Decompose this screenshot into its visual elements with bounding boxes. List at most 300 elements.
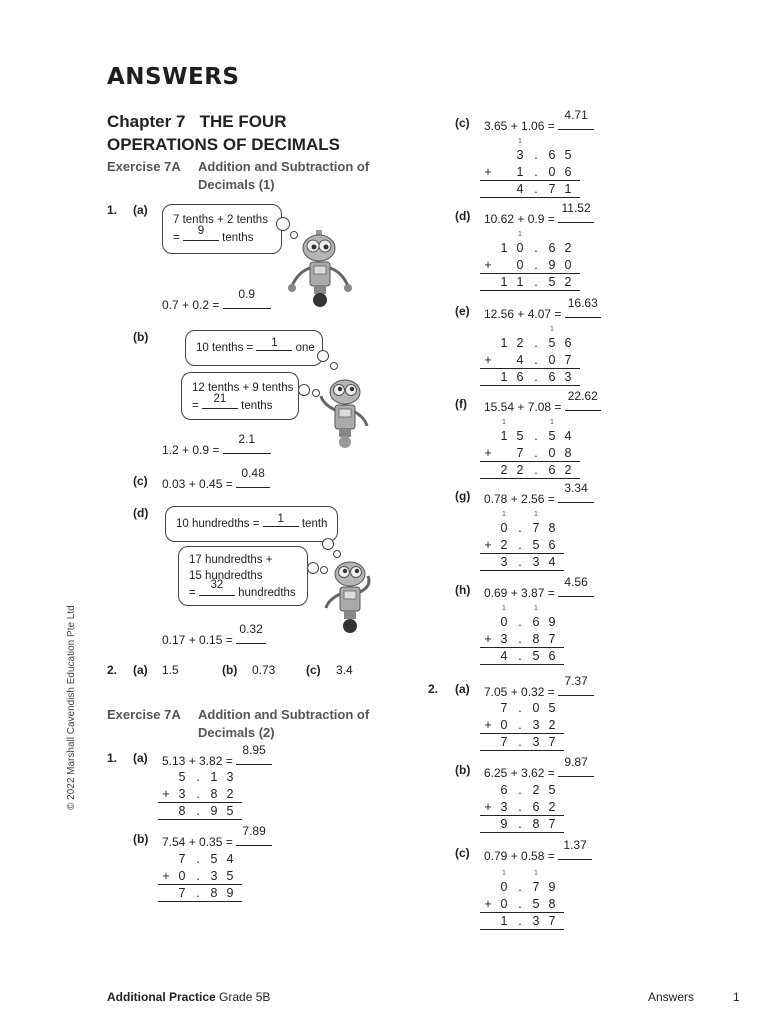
sum-digit: + <box>162 869 170 883</box>
bubble-text: = <box>189 587 196 599</box>
sum-digit: 2 <box>500 463 508 477</box>
chapter-title-line2: OPERATIONS OF DECIMALS <box>107 135 340 154</box>
bubble-dot <box>317 350 329 362</box>
sum-digit: 0 <box>500 615 508 629</box>
sum-digit: 2 <box>564 463 572 477</box>
question-expression: 1.2 + 0.9 = <box>162 443 220 457</box>
part-label: (a) <box>455 682 470 696</box>
sum-digit: . <box>534 241 538 255</box>
answer-blank <box>558 108 594 130</box>
sum-digit: 7 <box>548 817 556 831</box>
exercise-heading-2 <box>107 706 181 724</box>
sum-rule-line <box>480 290 580 291</box>
part-label: (c) <box>306 663 321 677</box>
sum-digit: . <box>534 275 538 289</box>
sum-digit: 2 <box>226 787 234 801</box>
sum-digit: + <box>484 353 492 367</box>
sum-digit: 7 <box>548 632 556 646</box>
answer-blank <box>223 432 271 454</box>
carry-digit: 1 <box>550 326 554 333</box>
sum-digit: 3 <box>210 869 218 883</box>
sum-rule-line <box>480 570 564 571</box>
sum-digit: 7 <box>532 521 540 535</box>
sum-digit: 8 <box>210 886 218 900</box>
answer-value: 3.4 <box>336 663 353 677</box>
sum-digit: + <box>484 258 492 272</box>
bubble-text: tenth <box>301 518 328 530</box>
sum-digit: 6 <box>548 370 556 384</box>
part-label: (c) <box>133 474 148 488</box>
thought-bubble <box>162 204 282 254</box>
carry-digit: 1 <box>518 138 522 145</box>
answer-value: 4.71 <box>564 108 588 122</box>
sum-digit: . <box>518 555 522 569</box>
question-number: 1. <box>107 203 118 217</box>
sum-digit: 0 <box>178 869 186 883</box>
sum-digit: + <box>484 632 492 646</box>
part-label: (b) <box>455 763 471 777</box>
bubble-answer <box>183 225 219 241</box>
question-number: 2. <box>428 682 439 696</box>
answer-blank <box>558 674 594 696</box>
sum-digit: 3 <box>500 632 508 646</box>
sum-digit: 9 <box>548 880 556 894</box>
answer-value: 4.56 <box>564 575 588 589</box>
sum-digit: 0 <box>516 241 524 255</box>
sum-digit: . <box>518 718 522 732</box>
sum-digit: . <box>534 165 538 179</box>
bubble-answer <box>202 393 238 409</box>
sum-digit: 7 <box>178 852 186 866</box>
sum-digit: 7 <box>532 880 540 894</box>
bubble-text: tenths <box>241 400 273 412</box>
exercise-title-line: Addition and Subtraction of <box>198 707 370 722</box>
sum-digit: . <box>534 353 538 367</box>
thought-bubble <box>185 330 323 366</box>
answer-blank <box>558 838 592 860</box>
bubble-text: 17 hundredths + <box>189 554 273 566</box>
answer-blank <box>565 296 601 318</box>
bubble-text: 15 hundredths <box>189 570 263 582</box>
bubble-text: 12 tenths + 9 tenths <box>192 382 294 394</box>
sum-rule-line <box>480 461 580 462</box>
part-label: (a) <box>133 663 148 677</box>
sum-digit: 3 <box>226 770 234 784</box>
exercise-title-line: Addition and Subtraction of <box>198 159 370 174</box>
sum-digit: . <box>534 336 538 350</box>
question-text <box>484 108 594 133</box>
exercise-title-line: Decimals (2) <box>198 725 275 740</box>
sum-digit: 2 <box>500 538 508 552</box>
sum-digit: + <box>484 897 492 911</box>
chapter-label: Chapter 7 <box>107 112 186 131</box>
sum-digit: 1 <box>500 914 508 928</box>
sum-digit: 6 <box>532 615 540 629</box>
question-text <box>484 296 601 321</box>
sum-digit: 3 <box>516 148 524 162</box>
sum-rule-line <box>158 884 242 885</box>
answer-value: 7.89 <box>242 824 266 838</box>
question-text <box>484 389 601 414</box>
sum-digit: 7 <box>564 353 572 367</box>
sum-digit: 0 <box>500 521 508 535</box>
sum-digit: 7 <box>500 735 508 749</box>
part-label: (b) <box>222 663 238 677</box>
answer-blank <box>558 575 594 597</box>
chapter-title-line1: THE FOUR <box>199 112 287 131</box>
bubble-text: 10 tenths = <box>196 342 254 354</box>
answer-value: 0.32 <box>239 622 263 636</box>
sum-digit: 9 <box>548 615 556 629</box>
sum-rule-line <box>480 912 564 913</box>
sum-digit: 5 <box>178 770 186 784</box>
part-label: (a) <box>133 751 148 765</box>
sum-digit: 1 <box>500 370 508 384</box>
sum-digit: . <box>534 258 538 272</box>
sum-digit: 5 <box>548 275 556 289</box>
sum-digit: 0 <box>516 258 524 272</box>
sum-digit: + <box>484 165 492 179</box>
bubble-answer-value: 1 <box>277 513 284 525</box>
sum-digit: 4 <box>226 852 234 866</box>
sum-digit: 9 <box>226 886 234 900</box>
sum-digit: . <box>518 914 522 928</box>
question-text <box>484 674 594 699</box>
question-expression: 0.03 + 0.45 = <box>162 477 233 491</box>
question-text <box>484 838 592 863</box>
sum-digit: 1 <box>210 770 218 784</box>
answer-value: 16.63 <box>567 296 598 310</box>
question-text <box>162 622 266 647</box>
sum-digit: 0 <box>564 258 572 272</box>
sum-digit: . <box>518 817 522 831</box>
question-text <box>162 743 272 768</box>
bubble-dot <box>298 384 310 396</box>
sum-digit: . <box>518 735 522 749</box>
carry-digit: 1 <box>502 605 506 612</box>
sum-digit: 8 <box>548 521 556 535</box>
part-label: (c) <box>455 846 470 860</box>
robot-illustration <box>286 226 358 308</box>
sum-digit: 5 <box>548 336 556 350</box>
exercise-label: Exercise 7A <box>107 707 181 722</box>
sum-digit: 5 <box>516 429 524 443</box>
sum-rule-line <box>480 832 564 833</box>
answer-blank <box>223 287 271 309</box>
question-expression: 15.54 + 7.08 = <box>484 400 562 414</box>
sum-digit: 8 <box>532 632 540 646</box>
part-label: (f) <box>455 397 467 411</box>
sum-digit: 8 <box>210 787 218 801</box>
answer-value: 0.48 <box>241 466 265 480</box>
sum-digit: 3 <box>500 800 508 814</box>
sum-digit: 6 <box>548 148 556 162</box>
sum-rule-line <box>480 929 564 930</box>
sum-digit: + <box>484 538 492 552</box>
answer-value: 9.87 <box>564 755 588 769</box>
sum-digit: 4 <box>500 649 508 663</box>
sum-rule-line <box>158 819 242 820</box>
sum-digit: 7 <box>500 701 508 715</box>
question-expression: 5.13 + 3.82 = <box>162 754 233 768</box>
sum-digit: . <box>518 615 522 629</box>
sum-digit: 2 <box>548 800 556 814</box>
sum-digit: . <box>196 804 200 818</box>
sum-digit: . <box>534 429 538 443</box>
sum-digit: . <box>518 632 522 646</box>
sum-digit: 6 <box>564 336 572 350</box>
sum-digit: 7 <box>178 886 186 900</box>
sum-rule-line <box>158 901 242 902</box>
exercise-title-2 <box>198 706 369 742</box>
part-label: (h) <box>455 583 471 597</box>
answer-blank <box>558 481 594 503</box>
answer-blank <box>236 622 266 644</box>
question-text <box>162 466 270 491</box>
answer-blank <box>558 201 594 223</box>
robot-illustration <box>318 556 380 636</box>
sum-rule-line <box>480 664 564 665</box>
sum-digit: 2 <box>564 241 572 255</box>
answer-blank <box>558 755 594 777</box>
sum-digit: . <box>518 880 522 894</box>
sum-digit: 6 <box>564 165 572 179</box>
answer-blank <box>236 743 272 765</box>
sum-digit: 5 <box>210 852 218 866</box>
robot-illustration <box>315 374 373 450</box>
question-expression: 0.17 + 0.15 = <box>162 633 233 647</box>
part-label: (c) <box>455 116 470 130</box>
sum-digit: . <box>534 446 538 460</box>
part-label: (a) <box>133 203 148 217</box>
answer-blank <box>236 466 270 488</box>
sum-digit: 5 <box>548 429 556 443</box>
sum-digit: 6 <box>532 800 540 814</box>
answer-value: 3.34 <box>564 481 588 495</box>
sum-digit: 9 <box>500 817 508 831</box>
sum-digit: + <box>484 446 492 460</box>
exercise-title-1 <box>198 158 369 194</box>
thought-bubble <box>165 506 338 542</box>
question-expression: 6.25 + 3.62 = <box>484 766 555 780</box>
sum-digit: . <box>534 182 538 196</box>
footer-book-bold: Additional Practice <box>107 990 216 1004</box>
footer-section: Answers <box>648 990 695 1004</box>
question-expression: 0.7 + 0.2 = <box>162 298 220 312</box>
sum-digit: 2 <box>516 336 524 350</box>
sum-digit: 3 <box>532 735 540 749</box>
question-text <box>484 201 594 226</box>
sum-digit: 6 <box>548 241 556 255</box>
sum-digit: 5 <box>532 897 540 911</box>
sum-digit: + <box>484 800 492 814</box>
sum-digit: 0 <box>500 718 508 732</box>
answer-value: 22.62 <box>567 389 598 403</box>
answer-value: 0.73 <box>252 663 276 677</box>
sum-digit: . <box>518 783 522 797</box>
sum-digit: 1 <box>500 275 508 289</box>
sum-rule-line <box>480 385 580 386</box>
answer-value: 0.9 <box>238 287 256 301</box>
part-label: (b) <box>133 832 149 846</box>
sum-digit: 5 <box>532 649 540 663</box>
chapter-heading <box>107 110 340 156</box>
sum-digit: 2 <box>564 275 572 289</box>
question-number: 2. <box>107 663 118 677</box>
answer-blank <box>565 389 601 411</box>
sum-digit: 2 <box>532 783 540 797</box>
sum-digit: . <box>518 800 522 814</box>
answer-value: 1.5 <box>162 663 179 677</box>
sum-digit: . <box>518 538 522 552</box>
bubble-text: 10 hundredths = <box>176 518 260 530</box>
sum-digit: 6 <box>548 649 556 663</box>
sum-digit: . <box>534 370 538 384</box>
sum-digit: 0 <box>500 897 508 911</box>
sum-rule-line <box>480 197 580 198</box>
sum-digit: 3 <box>178 787 186 801</box>
sum-digit: 7 <box>516 446 524 460</box>
sum-rule-line <box>480 180 580 181</box>
question-text <box>484 575 594 600</box>
sum-rule-line <box>158 802 242 803</box>
footer-page-number: 1 <box>733 990 740 1004</box>
sum-digit: . <box>534 463 538 477</box>
question-expression: 7.05 + 0.32 = <box>484 685 555 699</box>
sum-digit: . <box>518 701 522 715</box>
bubble-answer-value: 9 <box>197 225 205 237</box>
part-label: (g) <box>455 489 471 503</box>
sum-digit: 7 <box>548 914 556 928</box>
footer-book-grade: Grade 5B <box>219 990 271 1004</box>
bubble-dot <box>322 538 334 550</box>
sum-digit: 4 <box>516 182 524 196</box>
sum-digit: 1 <box>516 275 524 289</box>
exercise-title-line: Decimals (1) <box>198 177 275 192</box>
bubble-answer <box>256 339 292 351</box>
exercise-heading-1 <box>107 158 181 176</box>
answer-value: 7.37 <box>564 674 588 688</box>
sum-digit: 9 <box>210 804 218 818</box>
bubble-text: tenths <box>222 232 254 244</box>
carry-digit: 1 <box>502 419 506 426</box>
sum-rule-line <box>480 368 580 369</box>
question-expression: 0.69 + 3.87 = <box>484 586 555 600</box>
sum-digit: 5 <box>226 869 234 883</box>
sum-digit: 5 <box>564 148 572 162</box>
sum-digit: 8 <box>548 897 556 911</box>
sum-rule-line <box>480 553 564 554</box>
question-text <box>162 824 272 849</box>
bubble-text: = <box>173 232 180 244</box>
sum-digit: . <box>196 787 200 801</box>
question-expression: 12.56 + 4.07 = <box>484 307 562 321</box>
sum-digit: 0 <box>548 446 556 460</box>
sum-digit: + <box>484 718 492 732</box>
question-expression: 0.78 + 2.56 = <box>484 492 555 506</box>
sum-digit: 1 <box>500 429 508 443</box>
sum-rule-line <box>480 273 580 274</box>
sum-rule-line <box>480 647 564 648</box>
sum-digit: 4 <box>548 555 556 569</box>
sum-digit: 4 <box>516 353 524 367</box>
sum-digit: . <box>518 649 522 663</box>
answer-blank <box>236 824 272 846</box>
carry-digit: 1 <box>534 605 538 612</box>
sum-digit: 5 <box>532 538 540 552</box>
sum-digit: 3 <box>532 555 540 569</box>
question-expression: 3.65 + 1.06 = <box>484 119 555 133</box>
sum-rule-line <box>480 733 564 734</box>
sum-digit: 2 <box>548 718 556 732</box>
sum-digit: 0 <box>548 353 556 367</box>
sum-rule-line <box>480 815 564 816</box>
carry-digit: 1 <box>502 870 506 877</box>
sum-digit: 6 <box>548 538 556 552</box>
sum-digit: 3 <box>500 555 508 569</box>
bubble-answer-value: 32 <box>210 579 224 591</box>
sum-digit: 8 <box>178 804 186 818</box>
sum-digit: . <box>534 148 538 162</box>
sum-digit: 7 <box>548 735 556 749</box>
question-text <box>484 481 594 506</box>
sum-digit: 7 <box>548 182 556 196</box>
sum-digit: . <box>196 852 200 866</box>
carry-digit: 1 <box>534 511 538 518</box>
bubble-text: = <box>192 400 199 412</box>
sum-digit: 8 <box>532 817 540 831</box>
answer-value: 2.1 <box>238 432 256 446</box>
part-label: (d) <box>455 209 471 223</box>
answer-value: 8.95 <box>242 743 266 757</box>
part-label: (d) <box>133 506 149 520</box>
sum-digit: 6 <box>548 463 556 477</box>
bubble-answer <box>263 515 299 527</box>
question-text <box>162 432 271 457</box>
bubble-text: one <box>295 342 315 354</box>
bubble-answer-value: 21 <box>213 393 227 405</box>
answer-value: 11.52 <box>561 201 591 215</box>
footer-book-title <box>107 990 270 1004</box>
thought-bubble <box>181 372 299 420</box>
sum-digit: . <box>196 886 200 900</box>
answer-value: 1.37 <box>563 838 587 852</box>
sum-digit: 5 <box>548 783 556 797</box>
sum-digit: 6 <box>500 783 508 797</box>
exercise-label: Exercise 7A <box>107 159 181 174</box>
sum-digit: 3 <box>532 914 540 928</box>
sum-digit: 5 <box>226 804 234 818</box>
sum-digit: 3 <box>564 370 572 384</box>
question-expression: 10.62 + 0.9 = <box>484 212 555 226</box>
bubble-answer-value: 1 <box>271 337 278 349</box>
sum-digit: 9 <box>548 258 556 272</box>
carry-digit: 1 <box>518 231 522 238</box>
sum-digit: 0 <box>548 165 556 179</box>
sum-digit: 1 <box>500 336 508 350</box>
bubble-text: 7 tenths + 2 tenths <box>173 214 268 226</box>
sum-digit: 6 <box>516 370 524 384</box>
sum-digit: . <box>518 897 522 911</box>
question-expression: 0.79 + 0.58 = <box>484 849 555 863</box>
sum-digit: 1 <box>500 241 508 255</box>
copyright-notice: © 2022 Marshall Cavendish Education Pte Ltd <box>66 605 77 810</box>
sum-digit: . <box>196 869 200 883</box>
question-expression: 7.54 + 0.35 = <box>162 835 233 849</box>
sum-digit: 1 <box>564 182 572 196</box>
sum-digit: 2 <box>516 463 524 477</box>
sum-digit: + <box>162 787 170 801</box>
